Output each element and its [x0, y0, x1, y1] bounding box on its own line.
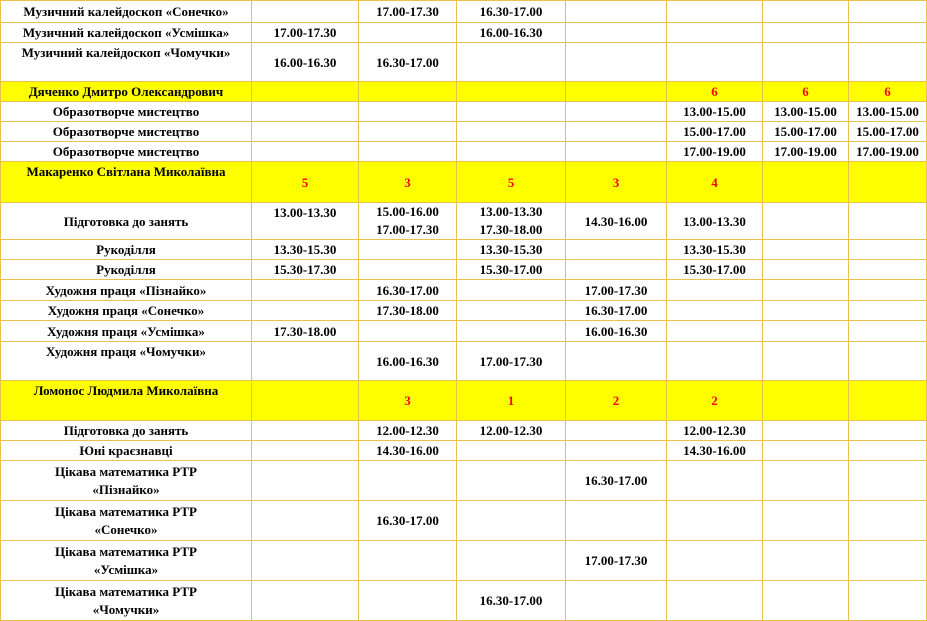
teacher-name: Дяченко Дмитро Олександрович: [1, 82, 252, 102]
activity-name: Музичний калейдоскоп «Чомучки»: [1, 43, 252, 82]
time-cell: [566, 421, 667, 441]
time-cell: [763, 421, 849, 441]
table-row: [1, 142, 927, 162]
time-cell: [763, 461, 849, 501]
hours-cell: 4: [667, 162, 763, 203]
time-cell: [359, 203, 457, 240]
time-value: 17.00-17.30: [376, 222, 439, 237]
activity-name: Підготовка до занять: [1, 421, 252, 441]
time-cell: [849, 421, 927, 441]
hours-cell: [849, 162, 927, 203]
time-cell: [667, 1, 763, 23]
time-cell: [252, 342, 359, 381]
time-cell: [667, 321, 763, 342]
time-cell: 16.30-17.00: [566, 301, 667, 321]
activity-name: [1, 581, 252, 621]
time-cell: [763, 203, 849, 240]
time-cell: 15.30-17.30: [252, 260, 359, 280]
time-cell: 16.00-16.30: [566, 321, 667, 342]
time-cell: 12.00-12.30: [667, 421, 763, 441]
hours-cell: 6: [849, 82, 927, 102]
time-cell: [252, 1, 359, 23]
table-row: [1, 122, 927, 142]
table-row: [1, 23, 927, 43]
time-cell: [359, 240, 457, 260]
activity-name-line: «Чомучки»: [92, 601, 160, 617]
activity-name: Художня праця «Сонечко»: [1, 301, 252, 321]
time-cell: [457, 203, 566, 240]
time-cell: [457, 541, 566, 581]
hours-cell: [252, 82, 359, 102]
time-cell: [566, 122, 667, 142]
hours-cell: 2: [566, 381, 667, 421]
time-cell: 17.30-18.00: [359, 301, 457, 321]
table-row: [1, 421, 927, 441]
activity-name: Образотворче мистецтво: [1, 122, 252, 142]
time-cell: [763, 441, 849, 461]
table-row: [1, 102, 927, 122]
time-cell: [667, 280, 763, 301]
teacher-row: [1, 162, 927, 203]
hours-cell: 2: [667, 381, 763, 421]
activity-name-line: «Усмішка»: [93, 561, 159, 577]
time-cell: [566, 43, 667, 82]
time-cell: [667, 342, 763, 381]
time-cell: [252, 301, 359, 321]
time-cell: [763, 342, 849, 381]
hours-cell: 6: [763, 82, 849, 102]
activity-name-line: «Пізнайко»: [92, 481, 160, 497]
time-cell: [849, 43, 927, 82]
time-cell: 17.00-17.30: [359, 1, 457, 23]
activity-name-line: Цікава математика РТР: [55, 503, 197, 519]
time-cell: [566, 441, 667, 461]
time-cell: 16.00-16.30: [252, 43, 359, 82]
time-cell: [457, 102, 566, 122]
time-cell: [359, 581, 457, 621]
time-cell: 13.00-13.30: [667, 203, 763, 240]
activity-name-line: Цікава математика РТР: [55, 543, 197, 559]
time-cell: [457, 441, 566, 461]
time-cell: [252, 441, 359, 461]
time-cell: [849, 203, 927, 240]
time-cell: [849, 441, 927, 461]
time-cell: [359, 23, 457, 43]
time-cell: 15.00-17.00: [849, 122, 927, 142]
time-cell: 13.00-13.30: [252, 203, 359, 240]
table-row: [1, 581, 927, 621]
time-cell: 13.30-15.30: [252, 240, 359, 260]
time-cell: [566, 501, 667, 541]
time-cell: [359, 321, 457, 342]
time-value: 13.00-13.30: [479, 204, 543, 219]
activity-name: Образотворче мистецтво: [1, 142, 252, 162]
time-cell: 15.00-17.00: [667, 122, 763, 142]
time-cell: [763, 280, 849, 301]
activity-name: Музичний калейдоскоп «Сонечко»: [1, 1, 252, 23]
time-cell: 15.30-17.00: [457, 260, 566, 280]
time-cell: 13.30-15.30: [457, 240, 566, 260]
time-cell: [667, 461, 763, 501]
time-cell: [252, 461, 359, 501]
activity-name: Підготовка до занять: [1, 203, 252, 240]
time-cell: [763, 321, 849, 342]
time-cell: [457, 142, 566, 162]
time-cell: 16.00-16.30: [457, 23, 566, 43]
time-cell: 16.30-17.00: [566, 461, 667, 501]
time-cell: [566, 342, 667, 381]
hours-cell: [849, 381, 927, 421]
time-cell: [763, 581, 849, 621]
time-cell: [849, 260, 927, 280]
time-cell: [252, 122, 359, 142]
hours-cell: 3: [566, 162, 667, 203]
hours-cell: 5: [252, 162, 359, 203]
hours-cell: [763, 162, 849, 203]
activity-name: Рукоділля: [1, 260, 252, 280]
hours-cell: 6: [667, 82, 763, 102]
time-cell: [667, 501, 763, 541]
time-cell: [667, 581, 763, 621]
time-cell: [667, 301, 763, 321]
time-cell: 16.30-17.00: [457, 581, 566, 621]
time-cell: [359, 102, 457, 122]
time-cell: [763, 501, 849, 541]
table-row: [1, 461, 927, 501]
table-row: [1, 441, 927, 461]
time-cell: 17.00-17.30: [566, 541, 667, 581]
time-cell: 15.30-17.00: [667, 260, 763, 280]
time-cell: [849, 280, 927, 301]
time-cell: [763, 301, 849, 321]
time-cell: 12.00-12.30: [359, 421, 457, 441]
time-cell: [566, 23, 667, 43]
hours-cell: 3: [359, 381, 457, 421]
time-cell: 17.00-17.30: [252, 23, 359, 43]
time-cell: [359, 142, 457, 162]
time-cell: [566, 102, 667, 122]
time-cell: [849, 1, 927, 23]
time-cell: [252, 541, 359, 581]
table-row: [1, 501, 927, 541]
time-cell: 16.30-17.00: [359, 43, 457, 82]
time-cell: [457, 321, 566, 342]
activity-name-line: «Сонечко»: [94, 521, 158, 537]
time-cell: [566, 581, 667, 621]
table-row: [1, 240, 927, 260]
activity-name-line: Цікава математика РТР: [55, 463, 197, 479]
time-cell: [359, 541, 457, 581]
time-cell: 14.30-16.00: [359, 441, 457, 461]
table-row: [1, 260, 927, 280]
time-cell: [849, 501, 927, 541]
time-cell: [359, 260, 457, 280]
time-cell: [849, 581, 927, 621]
time-cell: [457, 122, 566, 142]
activity-name: [1, 501, 252, 541]
time-cell: 12.00-12.30: [457, 421, 566, 441]
time-cell: [849, 342, 927, 381]
time-cell: [252, 501, 359, 541]
time-cell: 13.30-15.30: [667, 240, 763, 260]
activity-name: [1, 541, 252, 581]
time-cell: 16.30-17.00: [359, 501, 457, 541]
table-row: [1, 342, 927, 381]
activity-name: Образотворче мистецтво: [1, 102, 252, 122]
time-cell: 13.00-15.00: [849, 102, 927, 122]
time-cell: [763, 1, 849, 23]
teacher-row: [1, 82, 927, 102]
time-cell: [566, 1, 667, 23]
time-cell: 15.00-17.00: [763, 122, 849, 142]
time-cell: 17.00-19.00: [667, 142, 763, 162]
time-cell: 16.00-16.30: [359, 342, 457, 381]
time-cell: [252, 142, 359, 162]
hours-cell: [457, 82, 566, 102]
hours-cell: 3: [359, 162, 457, 203]
time-cell: 13.00-15.00: [763, 102, 849, 122]
time-cell: 17.00-17.30: [457, 342, 566, 381]
time-cell: [457, 501, 566, 541]
time-cell: [566, 240, 667, 260]
teacher-row: [1, 381, 927, 421]
time-cell: 16.30-17.00: [359, 280, 457, 301]
time-cell: [849, 240, 927, 260]
time-cell: 17.00-19.00: [763, 142, 849, 162]
table-row: [1, 1, 927, 23]
activity-name: [1, 461, 252, 501]
time-cell: [667, 23, 763, 43]
time-cell: 17.30-18.00: [252, 321, 359, 342]
activity-name: Художня праця «Пізнайко»: [1, 280, 252, 301]
hours-cell: [359, 82, 457, 102]
time-cell: [566, 260, 667, 280]
activity-name: Юні краєзнавці: [1, 441, 252, 461]
activity-name: Художня праця «Чомучки»: [1, 342, 252, 381]
time-cell: 17.00-17.30: [566, 280, 667, 301]
hours-cell: 5: [457, 162, 566, 203]
hours-cell: 1: [457, 381, 566, 421]
time-cell: 17.00-19.00: [849, 142, 927, 162]
activity-name-line: Цікава математика РТР: [55, 583, 197, 599]
time-cell: [849, 301, 927, 321]
activity-name: Рукоділля: [1, 240, 252, 260]
hours-cell: [763, 381, 849, 421]
table-row: [1, 43, 927, 82]
time-cell: [252, 421, 359, 441]
time-cell: [849, 541, 927, 581]
time-cell: [457, 301, 566, 321]
table-row: [1, 301, 927, 321]
time-value: 17.30-18.00: [479, 222, 543, 237]
table-row: [1, 280, 927, 301]
activity-name: Художня праця «Усмішка»: [1, 321, 252, 342]
time-cell: [763, 240, 849, 260]
time-cell: [763, 23, 849, 43]
time-cell: [849, 321, 927, 342]
time-cell: [763, 260, 849, 280]
time-cell: [359, 122, 457, 142]
hours-cell: [252, 381, 359, 421]
time-value: 15.00-16.00: [376, 204, 439, 219]
time-cell: [566, 142, 667, 162]
time-cell: [667, 541, 763, 581]
time-cell: 14.30-16.00: [566, 203, 667, 240]
time-cell: 13.00-15.00: [667, 102, 763, 122]
time-cell: [252, 581, 359, 621]
time-cell: [457, 280, 566, 301]
time-cell: [359, 461, 457, 501]
time-cell: [849, 461, 927, 501]
time-cell: [763, 43, 849, 82]
hours-cell: [566, 82, 667, 102]
time-cell: [457, 461, 566, 501]
table-row: [1, 203, 927, 240]
time-cell: 14.30-16.00: [667, 441, 763, 461]
time-cell: [667, 43, 763, 82]
activity-name: Музичний калейдоскоп «Усмішка»: [1, 23, 252, 43]
time-cell: 16.30-17.00: [457, 1, 566, 23]
table-row: [1, 321, 927, 342]
table-row: [1, 541, 927, 581]
teacher-name: Макаренко Світлана Миколаївна: [1, 162, 252, 203]
time-cell: [457, 43, 566, 82]
teacher-name: Ломонос Людмила Миколаївна: [1, 381, 252, 421]
time-cell: [252, 102, 359, 122]
time-cell: [763, 541, 849, 581]
time-cell: [849, 23, 927, 43]
time-cell: [252, 280, 359, 301]
